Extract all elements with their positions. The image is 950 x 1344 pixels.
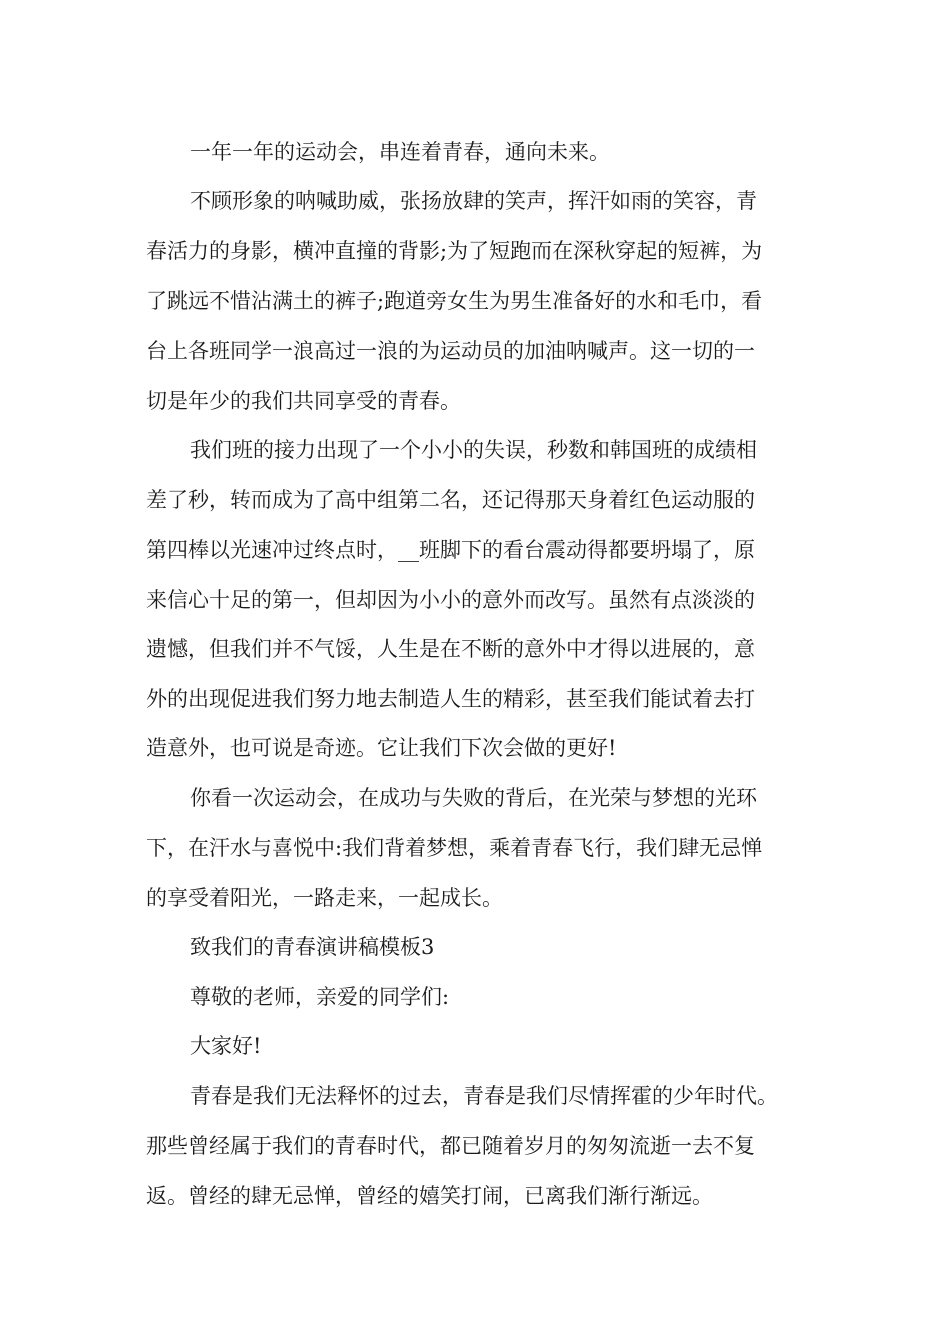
paragraph-2-line-3: 了跳远不惜沾满土的裤子;跑道旁女生为男生准备好的水和毛巾，看: [146, 289, 763, 313]
paragraph-3-line-2: 差了秒，转而成为了高中组第二名，还记得那天身着红色运动服的: [146, 488, 755, 512]
paragraph-3-line-3: 第四棒以光速冲过终点时，__班脚下的看台震动得都要坍塌了，原: [146, 538, 755, 562]
greeting: 大家好!: [190, 1034, 262, 1058]
paragraph-5-line-2: 那些曾经属于我们的青春时代，都已随着岁月的匆匆流逝一去不复: [146, 1134, 755, 1158]
paragraph-2-line-1: 不顾形象的呐喊助威，张扬放肆的笑声，挥汗如雨的笑容，青: [190, 189, 757, 213]
paragraph-3-line-1: 我们班的接力出现了一个小小的失误，秒数和韩国班的成绩相: [190, 438, 757, 462]
paragraph-2-line-2: 春活力的身影，横冲直撞的背影;为了短跑而在深秋穿起的短裤，为: [146, 239, 763, 263]
paragraph-3-line-4: 来信心十足的第一，但却因为小小的意外而改写。虽然有点淡淡的: [146, 588, 755, 612]
paragraph-5-line-3: 返。曾经的肆无忌惮，曾经的嬉笑打闹，已离我们渐行渐远。: [146, 1184, 713, 1208]
paragraph-3-line-6: 外的出现促进我们努力地去制造人生的精彩，甚至我们能试着去打: [146, 687, 755, 711]
paragraph-2-line-5: 切是年少的我们共同享受的青春。: [146, 389, 461, 413]
paragraph-5-line-1: 青春是我们无法释怀的过去，青春是我们尽情挥霍的少年时代。: [190, 1084, 778, 1108]
section-title: 致我们的青春演讲稿模板3: [190, 935, 435, 959]
paragraph-4-line-1: 你看一次运动会，在成功与失败的背后，在光荣与梦想的光环: [190, 786, 757, 810]
paragraph-3-line-5: 遗憾，但我们并不气馁，人生是在不断的意外中才得以进展的，意: [146, 637, 755, 661]
paragraph-2-line-4: 台上各班同学一浪高过一浪的为运动员的加油呐喊声。这一切的一: [146, 339, 755, 363]
salutation: 尊敬的老师，亲爱的同学们:: [190, 985, 450, 1009]
paragraph-1-line-1: 一年一年的运动会，串连着青春，通向未来。: [190, 140, 610, 164]
paragraph-3-line-7: 造意外，也可说是奇迹。它让我们下次会做的更好!: [146, 736, 617, 760]
paragraph-4-line-2: 下，在汗水与喜悦中:我们背着梦想，乘着青春飞行，我们肆无忌惮: [146, 836, 763, 860]
paragraph-4-line-3: 的享受着阳光，一路走来，一起成长。: [146, 886, 503, 910]
